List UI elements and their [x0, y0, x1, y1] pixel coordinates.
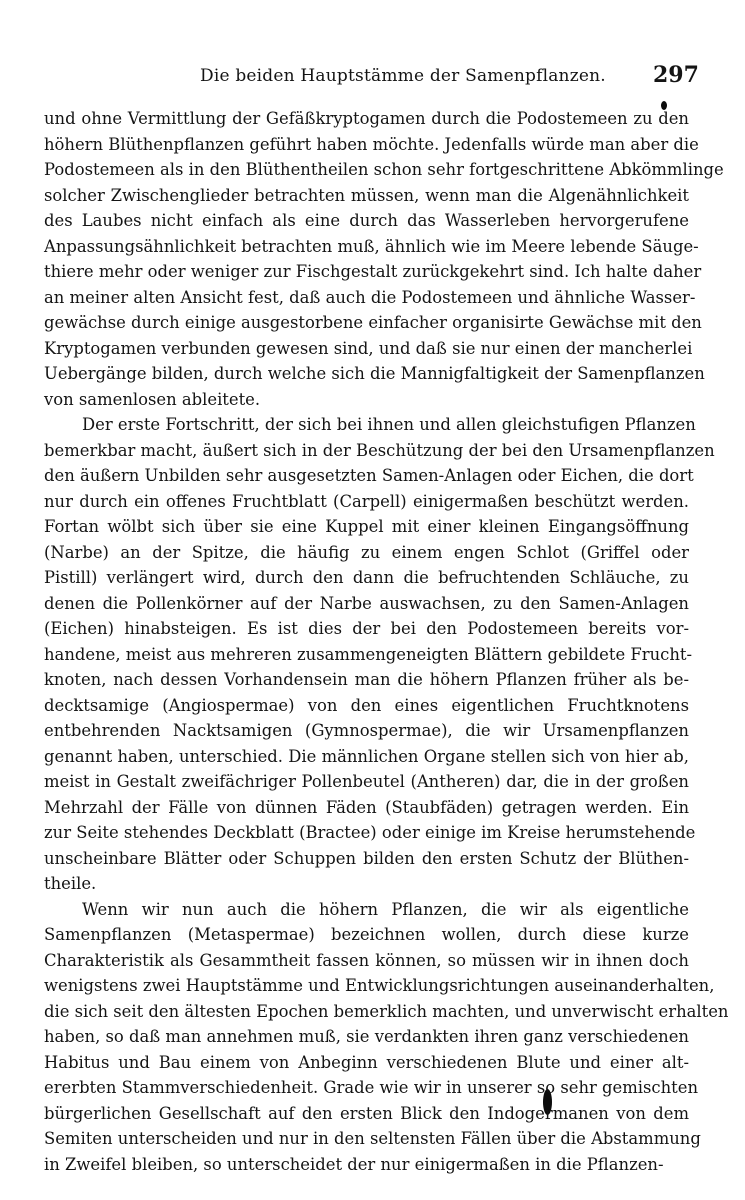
text-line: Pistill) verlängert wird, durch den dann die befruchtenden Schläuche, zu — [44, 568, 689, 587]
text-line: denen die Pollenkörner auf der Narbe auswachsen, zu den Samen-Anlagen — [44, 593, 689, 613]
text-line: Kryptogamen verbunden gewesen sind, und daß sie nur einen der mancherlei — [44, 338, 693, 358]
text-line: nur durch ein offenes Fruchtblatt (Carpell) einigermaßen beschützt werden. — [44, 491, 689, 511]
text-line: Mehrzahl der Fälle von dünnen Fäden (Staubfäden) getragen werden. Ein — [44, 797, 689, 817]
text-line: unscheinbare Blätter oder Schuppen bilden den ersten Schutz der Blüthen- — [44, 848, 689, 868]
text-line: wenigstens zwei Hauptstämme und Entwicklungsrichtungen auseinanderhalten, — [44, 976, 715, 995]
text-line: Anpassungsähnlichkeit betrachten muß, ähnlich wie im Meere lebende Säuge- — [44, 236, 699, 256]
text-line: Podostemeen als in den Blüthentheilen schon sehr fortgeschrittene Abkömmlinge — [44, 160, 724, 179]
text-line: Habitus und Bau einem von Anbeginn verschiedenen Blute und einer alt- — [44, 1052, 689, 1072]
text-line: knoten, nach dessen Vorhandensein man die höhern Pflanzen früher als be- — [44, 670, 689, 689]
text-line: in Zweifel bleiben, so unterscheidet der nur einigermaßen in die Pflanzen- — [44, 1154, 664, 1174]
text-line: und ohne Vermittlung der Gefäßkryptogamen durch die Podostemeen zu den — [44, 109, 689, 128]
text-line: Fortan wölbt sich über sie eine Kuppel mit einer kleinen Eingangsöffnung — [44, 517, 689, 536]
text-line: Samenpflanzen (Metaspermae) bezeichnen wollen, durch diese kurze — [44, 925, 689, 944]
text-line: (Narbe) an der Spitze, die häufig zu einem engen Schlot (Griffel oder — [44, 542, 689, 562]
text-line: des Laubes nicht einfach als eine durch das Wasserleben hervorgerufene — [44, 211, 689, 230]
text-line: von samenlosen ableitete. — [44, 389, 261, 409]
text-line: decktsamige (Angiospermae) von den eines eigentlichen Fruchtknotens — [44, 695, 689, 715]
text-line: Wenn wir nun auch die höhern Pflanzen, die wir als eigentliche — [82, 899, 689, 919]
page-number: 297 — [653, 62, 699, 88]
text-line: bemerkbar macht, äußert sich in der Beschützung der bei den Ursamenpflanzen — [44, 440, 715, 460]
text-line: meist in Gestalt zweifächriger Pollenbeutel (Antheren) dar, die in der großen — [44, 772, 689, 791]
body-text — [44, 106, 729, 1177]
text-line: haben, so daß man annehmen muß, sie verdankten ihren ganz verschiedenen — [44, 1027, 689, 1046]
text-line: bürgerlichen Gesellschaft auf den ersten Blick den Indogermanen von dem — [44, 1103, 689, 1123]
text-line: Uebergänge bilden, durch welche sich die Mannigfaltigkeit der Samenpflanzen — [44, 364, 705, 383]
text-line: die sich seit den ältesten Epochen bemerklich machten, und unverwischt erhalten — [44, 1001, 729, 1021]
text-line: (Eichen) hinabsteigen. Es ist dies der bei den Podostemeen bereits vor- — [44, 619, 689, 638]
text-line: Semiten unterscheiden und nur in den seltensten Fällen über die Abstammung — [44, 1129, 701, 1148]
text-line: theile. — [44, 874, 97, 893]
text-line: solcher Zwischenglieder betrachten müssen, wenn man die Algenähnlichkeit — [44, 185, 689, 205]
text-line: den äußern Unbilden sehr ausgesetzten Samen-Anlagen oder Eichen, die dort — [44, 466, 694, 485]
running-title: Die beiden Hauptstämme der Samenpflanzen. — [200, 66, 606, 86]
text-line: Charakteristik als Gesammtheit fassen können, so müssen wir in ihnen doch — [44, 950, 689, 970]
text-line: genannt haben, unterschied. Die männlichen Organe stellen sich von hier ab, — [44, 746, 689, 766]
text-line: gewächse durch einige ausgestorbene einfacher organisirte Gewächse mit den — [44, 313, 702, 332]
text-line: Der erste Fortschritt, der sich bei ihnen und allen gleichstufigen Pflanzen — [82, 415, 696, 434]
text-line: thiere mehr oder weniger zur Fischgestalt zurückgekehrt sind. Ich halte daher — [44, 262, 702, 281]
paragraphs — [44, 106, 729, 1177]
text-line: ererbten Stammverschiedenheit. Grade wie wir in unserer so sehr gemischten — [44, 1078, 699, 1097]
text-line: handene, meist aus mehreren zusammengeneigten Blättern gebildete Frucht- — [44, 644, 692, 664]
text-line: an meiner alten Ansicht fest, daß auch die Podostemeen und ähnliche Wasser- — [44, 287, 696, 307]
text-line: entbehrenden Nacktsamigen (Gymnospermae), die wir Ursamenpflanzen — [44, 721, 689, 740]
text-line: zur Seite stehendes Deckblatt (Bractee) oder einige im Kreise herumstehende — [44, 823, 696, 842]
text-line: höhern Blüthenpflanzen geführt haben möchte. Jedenfalls würde man aber die — [44, 134, 699, 154]
